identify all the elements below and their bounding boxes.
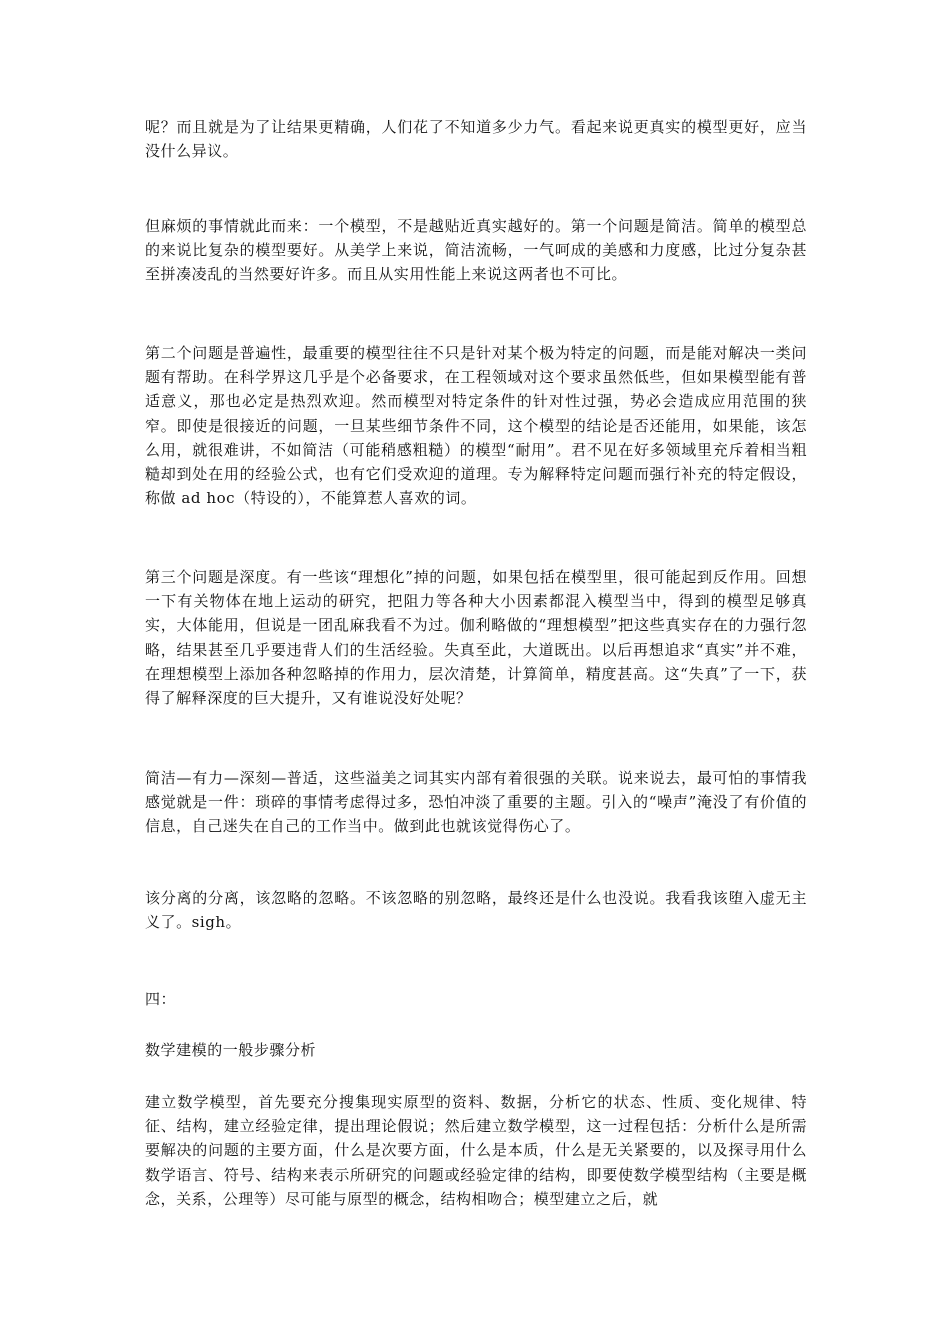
paragraph-4: 第三个问题是深度。有一些该“理想化”掉的问题，如果包括在模型里，很可能起到反作用。回想一下有关物体在地上运动的研究，把阻力等各种大小因素都混入模型当中，得到的模型足够真实，大体能用，但说是一团乱麻我看不为过。伽利略做的“理想模型”把这些真实存在的力强行忽略，结果甚至几乎要违背人们的生活经验。失真至此，大道既出。以后再想追求“真实”并不难，在理想模型上添加各种忽略掉的作用力，层次清楚，计算简单，精度甚高。这“失真”了一下，获得了解释深度的巨大提升，又有谁说没好处呢？ [145, 568, 807, 708]
paragraph-2: 但麻烦的事情就此而来：一个模型，不是越贴近真实越好的。第一个问题是简洁。简单的模型总的来说比复杂的模型要好。从美学上来说，简洁流畅，一气呵成的美感和力度感，比过分复杂甚至拼凑凌乱的当然要好许多。而且从实用性能上来说这两者也不可比。 [145, 217, 807, 284]
paragraph-6: 该分离的分离，该忽略的忽略。不该忽略的别忽略，最终还是什么也没说。我看我该堕入虚无主义了。sigh。 [145, 889, 807, 932]
paragraph-1: 呢？而且就是为了让结果更精确，人们花了不知道多少力气。看起来说更真实的模型更好，应当没什么异议。 [145, 118, 807, 161]
paragraph-7: 建立数学模型，首先要充分搜集现实原型的资料、数据，分析它的状态、性质、变化规律、特征、结构，建立经验定律，提出理论假说；然后建立数学模型，这一过程包括：分析什么是所需要解决的问题的主要方面，什么是次要方面，什么是本质，什么是无关紧要的，以及探寻用什么数学语言、符号、结构来表示所研究的问题或经验定律的结构，即要使数学模型结构（主要是概念，关系，公理等）尽可能与原型的概念，结构相吻合；模型建立之后，就 [145, 1093, 807, 1208]
section-number: 四： [145, 990, 177, 1008]
paragraph-3: 第二个问题是普遍性，最重要的模型往往不只是针对某个极为特定的问题，而是能对解决一类问题有帮助。在科学界这几乎是个必备要求，在工程领域对这个要求虽然低些，但如果模型能有普适意义，那也必定是热烈欢迎。然而模型对特定条件的针对性过强，势必会造成应用范围的狭窄。即使是很接近的问题，一旦某些细节条件不同，这个模型的结论是否还能用，如果能，该怎么用，就很难讲，不如简洁（可能稍感粗糙）的模型“耐用”。君不见在好多领域里充斥着相当粗糙却到处在用的经验公式，也有它们受欢迎的道理。专为解释特定问题而强行补充的特定假设，称做 ad hoc（特设的），不能算惹人喜欢的词。 [145, 344, 807, 508]
section-heading: 数学建模的一般步骤分析 [145, 1041, 317, 1059]
paragraph-5: 简洁—有力—深刻—普适，这些溢美之词其实内部有着很强的关联。说来说去，最可怕的事情我感觉就是一件：琐碎的事情考虑得过多，恐怕冲淡了重要的主题。引入的“噪声”淹没了有价值的信息，自己迷失在自己的工作当中。做到此也就该觉得伤心了。 [145, 769, 807, 836]
